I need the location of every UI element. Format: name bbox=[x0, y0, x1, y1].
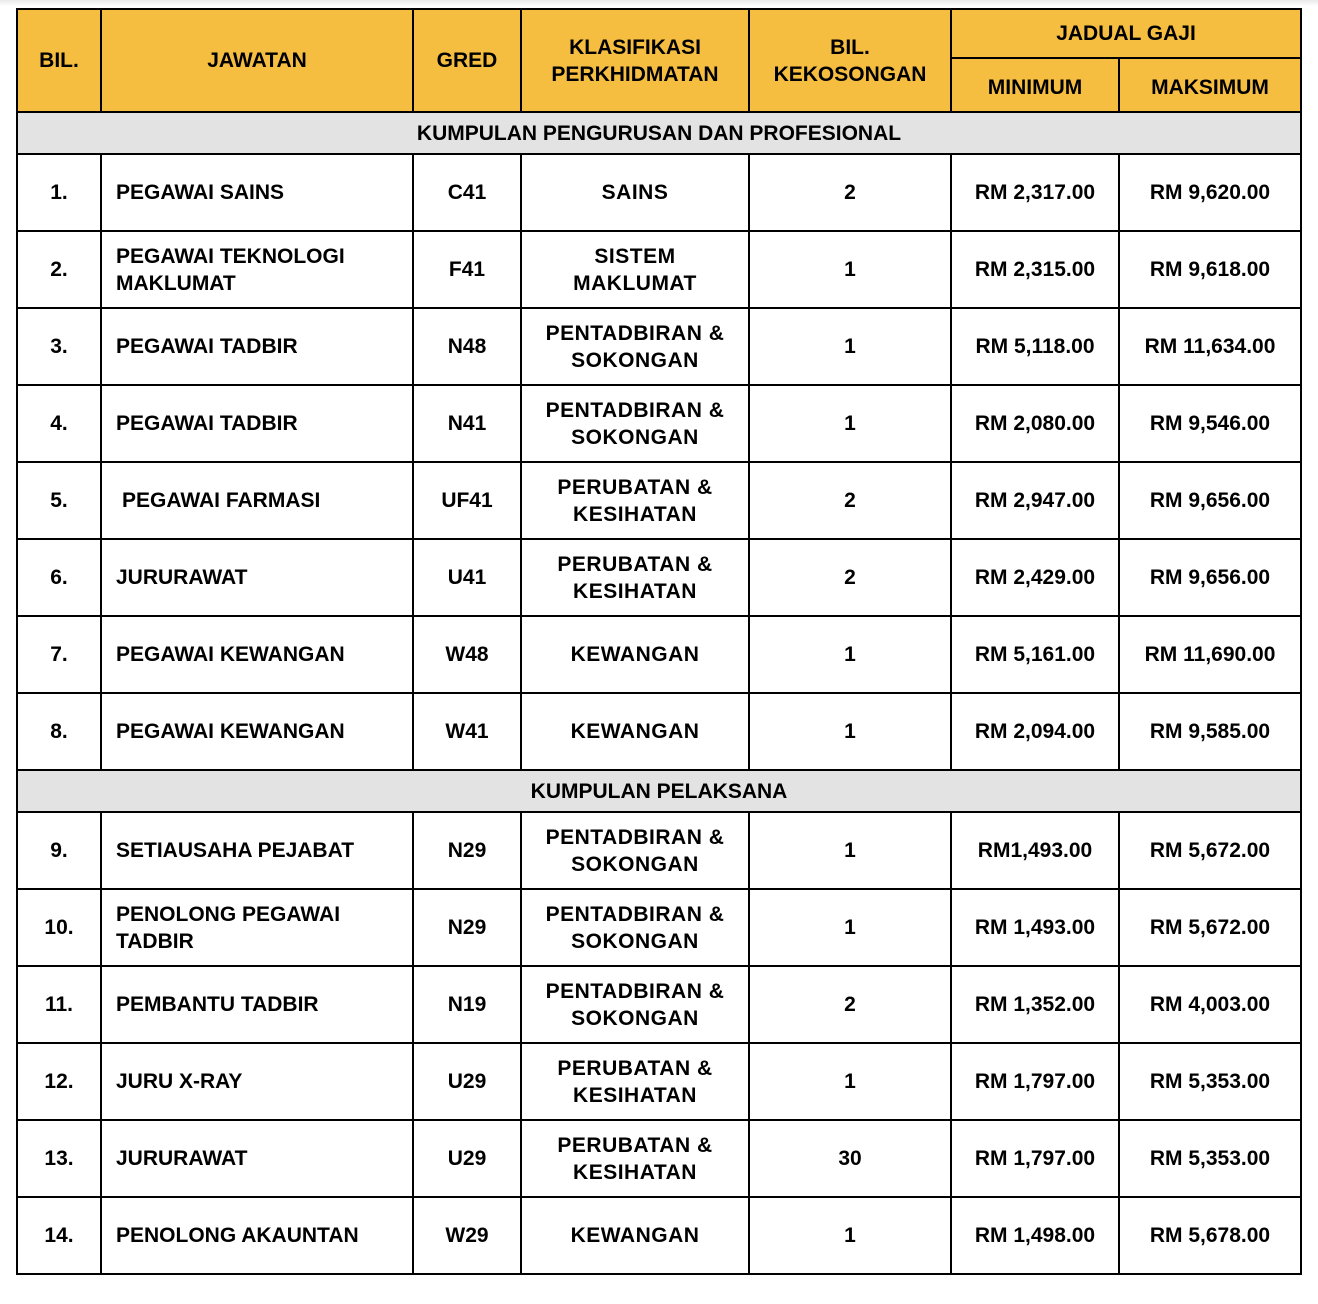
cell-gred: N48 bbox=[413, 308, 521, 385]
cell-klasifikasi bbox=[521, 616, 749, 693]
cell-klasifikasi bbox=[521, 1043, 749, 1120]
section-row bbox=[17, 770, 1301, 812]
cell-klasifikasi-text: PENTADBIRAN & SOKONGAN bbox=[545, 825, 725, 876]
cell-klasifikasi bbox=[521, 385, 749, 462]
col-header-minimum: MINIMUM bbox=[951, 58, 1119, 112]
cell-klasifikasi-text: SISTEM MAKLUMAT bbox=[573, 244, 697, 295]
cell-kekosongan: 1 bbox=[749, 812, 951, 889]
table-row bbox=[17, 693, 1301, 770]
cell-bil: 7. bbox=[17, 616, 101, 693]
col-header-klasifikasi-line2: PERKHIDMATAN bbox=[551, 62, 719, 86]
col-header-jawatan: JAWATAN bbox=[101, 9, 413, 112]
cell-klasifikasi-text: KEWANGAN bbox=[570, 643, 700, 666]
cell-klasifikasi-text: PERUBATAN & KESIHATAN bbox=[557, 475, 713, 526]
cell-kekosongan: 1 bbox=[749, 889, 951, 966]
cell-kekosongan: 30 bbox=[749, 1120, 951, 1197]
cell-minimum: RM1,493.00 bbox=[951, 812, 1119, 889]
col-header-bil: BIL. bbox=[17, 9, 101, 112]
cell-jawatan: PENOLONG AKAUNTAN bbox=[101, 1197, 413, 1274]
cell-jawatan: JURU X-RAY bbox=[101, 1043, 413, 1120]
cell-gred: W29 bbox=[413, 1197, 521, 1274]
cell-jawatan: PEMBANTU TADBIR bbox=[101, 966, 413, 1043]
cell-kekosongan: 2 bbox=[749, 539, 951, 616]
cell-bil: 4. bbox=[17, 385, 101, 462]
cell-minimum: RM 2,429.00 bbox=[951, 539, 1119, 616]
cell-maksimum: RM 9,546.00 bbox=[1119, 385, 1301, 462]
cell-klasifikasi-text: SAINS bbox=[601, 181, 669, 204]
col-header-kekosongan bbox=[749, 9, 951, 112]
cell-jawatan: PEGAWAI TADBIR bbox=[101, 308, 413, 385]
cell-klasifikasi-text: KEWANGAN bbox=[570, 1224, 700, 1247]
cell-klasifikasi-text: PERUBATAN & KESIHATAN bbox=[557, 552, 713, 603]
cell-bil: 10. bbox=[17, 889, 101, 966]
cell-klasifikasi bbox=[521, 693, 749, 770]
table-row bbox=[17, 1120, 1301, 1197]
page-top-edge bbox=[0, 0, 1318, 6]
cell-jawatan: PEGAWAI TEKNOLOGI MAKLUMAT bbox=[101, 231, 413, 308]
cell-jawatan: PEGAWAI KEWANGAN bbox=[101, 693, 413, 770]
table-row bbox=[17, 812, 1301, 889]
col-header-klasifikasi bbox=[521, 9, 749, 112]
cell-jawatan: PEGAWAI KEWANGAN bbox=[101, 616, 413, 693]
cell-klasifikasi-text: PERUBATAN & KESIHATAN bbox=[557, 1133, 713, 1184]
cell-bil: 1. bbox=[17, 154, 101, 231]
table-row bbox=[17, 385, 1301, 462]
cell-klasifikasi bbox=[521, 1197, 749, 1274]
cell-kekosongan: 2 bbox=[749, 462, 951, 539]
cell-minimum: RM 2,080.00 bbox=[951, 385, 1119, 462]
cell-klasifikasi bbox=[521, 812, 749, 889]
col-header-jadual-gaji: JADUAL GAJI bbox=[951, 9, 1301, 58]
cell-kekosongan: 1 bbox=[749, 693, 951, 770]
cell-jawatan: JURURAWAT bbox=[101, 539, 413, 616]
col-header-kekosongan-line1: BIL. bbox=[830, 35, 870, 59]
cell-bil: 11. bbox=[17, 966, 101, 1043]
cell-kekosongan: 2 bbox=[749, 154, 951, 231]
table-header bbox=[17, 9, 1301, 112]
cell-klasifikasi-text: PERUBATAN & KESIHATAN bbox=[557, 1056, 713, 1107]
cell-klasifikasi bbox=[521, 231, 749, 308]
table-row bbox=[17, 1043, 1301, 1120]
cell-kekosongan: 2 bbox=[749, 966, 951, 1043]
cell-maksimum: RM 5,672.00 bbox=[1119, 889, 1301, 966]
cell-klasifikasi bbox=[521, 308, 749, 385]
cell-klasifikasi-text: PENTADBIRAN & SOKONGAN bbox=[545, 979, 725, 1030]
cell-minimum: RM 1,797.00 bbox=[951, 1043, 1119, 1120]
cell-klasifikasi bbox=[521, 154, 749, 231]
section-row bbox=[17, 112, 1301, 154]
cell-gred: W41 bbox=[413, 693, 521, 770]
cell-gred: W48 bbox=[413, 616, 521, 693]
col-header-maksimum: MAKSIMUM bbox=[1119, 58, 1301, 112]
table-body bbox=[17, 112, 1301, 1274]
cell-minimum: RM 2,315.00 bbox=[951, 231, 1119, 308]
cell-minimum: RM 2,947.00 bbox=[951, 462, 1119, 539]
section-title: KUMPULAN PELAKSANA bbox=[17, 770, 1301, 812]
table-row bbox=[17, 616, 1301, 693]
cell-kekosongan: 1 bbox=[749, 1043, 951, 1120]
cell-gred: C41 bbox=[413, 154, 521, 231]
cell-klasifikasi-text: PENTADBIRAN & SOKONGAN bbox=[545, 398, 725, 449]
cell-bil: 3. bbox=[17, 308, 101, 385]
cell-bil: 12. bbox=[17, 1043, 101, 1120]
cell-gred: UF41 bbox=[413, 462, 521, 539]
cell-maksimum: RM 9,656.00 bbox=[1119, 462, 1301, 539]
cell-klasifikasi bbox=[521, 539, 749, 616]
cell-bil: 9. bbox=[17, 812, 101, 889]
cell-bil: 8. bbox=[17, 693, 101, 770]
cell-klasifikasi bbox=[521, 1120, 749, 1197]
cell-maksimum: RM 9,618.00 bbox=[1119, 231, 1301, 308]
cell-bil: 6. bbox=[17, 539, 101, 616]
cell-maksimum: RM 11,634.00 bbox=[1119, 308, 1301, 385]
table-row bbox=[17, 231, 1301, 308]
cell-bil: 2. bbox=[17, 231, 101, 308]
cell-maksimum: RM 5,672.00 bbox=[1119, 812, 1301, 889]
cell-maksimum: RM 4,003.00 bbox=[1119, 966, 1301, 1043]
table-row bbox=[17, 462, 1301, 539]
cell-kekosongan: 1 bbox=[749, 231, 951, 308]
table-row bbox=[17, 308, 1301, 385]
section-title: KUMPULAN PENGURUSAN DAN PROFESIONAL bbox=[17, 112, 1301, 154]
cell-gred: N29 bbox=[413, 812, 521, 889]
cell-gred: N41 bbox=[413, 385, 521, 462]
cell-maksimum: RM 5,353.00 bbox=[1119, 1120, 1301, 1197]
cell-klasifikasi-text: KEWANGAN bbox=[570, 720, 700, 743]
cell-kekosongan: 1 bbox=[749, 308, 951, 385]
vacancy-table bbox=[16, 8, 1302, 1275]
cell-gred: F41 bbox=[413, 231, 521, 308]
cell-kekosongan: 1 bbox=[749, 616, 951, 693]
cell-minimum: RM 1,352.00 bbox=[951, 966, 1119, 1043]
cell-jawatan: JURURAWAT bbox=[101, 1120, 413, 1197]
cell-jawatan: SETIAUSAHA PEJABAT bbox=[101, 812, 413, 889]
cell-bil: 5. bbox=[17, 462, 101, 539]
cell-minimum: RM 5,118.00 bbox=[951, 308, 1119, 385]
cell-klasifikasi bbox=[521, 966, 749, 1043]
cell-minimum: RM 2,317.00 bbox=[951, 154, 1119, 231]
cell-jawatan: PEGAWAI SAINS bbox=[101, 154, 413, 231]
cell-minimum: RM 2,094.00 bbox=[951, 693, 1119, 770]
cell-minimum: RM 5,161.00 bbox=[951, 616, 1119, 693]
cell-maksimum: RM 5,353.00 bbox=[1119, 1043, 1301, 1120]
table-row bbox=[17, 539, 1301, 616]
cell-klasifikasi-text: PENTADBIRAN & SOKONGAN bbox=[545, 321, 725, 372]
col-header-gred: GRED bbox=[413, 9, 521, 112]
cell-minimum: RM 1,797.00 bbox=[951, 1120, 1119, 1197]
cell-gred: U41 bbox=[413, 539, 521, 616]
table-row bbox=[17, 154, 1301, 231]
table-row bbox=[17, 889, 1301, 966]
cell-klasifikasi-text: PENTADBIRAN & SOKONGAN bbox=[545, 902, 725, 953]
cell-gred: N19 bbox=[413, 966, 521, 1043]
cell-bil: 13. bbox=[17, 1120, 101, 1197]
cell-bil: 14. bbox=[17, 1197, 101, 1274]
col-header-kekosongan-line2: KEKOSONGAN bbox=[773, 62, 927, 86]
cell-gred: N29 bbox=[413, 889, 521, 966]
cell-maksimum: RM 11,690.00 bbox=[1119, 616, 1301, 693]
cell-klasifikasi bbox=[521, 462, 749, 539]
cell-kekosongan: 1 bbox=[749, 1197, 951, 1274]
cell-gred: U29 bbox=[413, 1120, 521, 1197]
cell-maksimum: RM 9,656.00 bbox=[1119, 539, 1301, 616]
cell-jawatan: PEGAWAI FARMASI bbox=[101, 462, 413, 539]
cell-minimum: RM 1,493.00 bbox=[951, 889, 1119, 966]
cell-maksimum: RM 5,678.00 bbox=[1119, 1197, 1301, 1274]
cell-jawatan: PEGAWAI TADBIR bbox=[101, 385, 413, 462]
cell-minimum: RM 1,498.00 bbox=[951, 1197, 1119, 1274]
table-row bbox=[17, 966, 1301, 1043]
cell-gred: U29 bbox=[413, 1043, 521, 1120]
table-row bbox=[17, 1197, 1301, 1274]
cell-maksimum: RM 9,620.00 bbox=[1119, 154, 1301, 231]
cell-klasifikasi bbox=[521, 889, 749, 966]
cell-kekosongan: 1 bbox=[749, 385, 951, 462]
cell-maksimum: RM 9,585.00 bbox=[1119, 693, 1301, 770]
cell-jawatan: PENOLONG PEGAWAI TADBIR bbox=[101, 889, 413, 966]
col-header-klasifikasi-line1: KLASIFIKASI bbox=[569, 35, 701, 59]
